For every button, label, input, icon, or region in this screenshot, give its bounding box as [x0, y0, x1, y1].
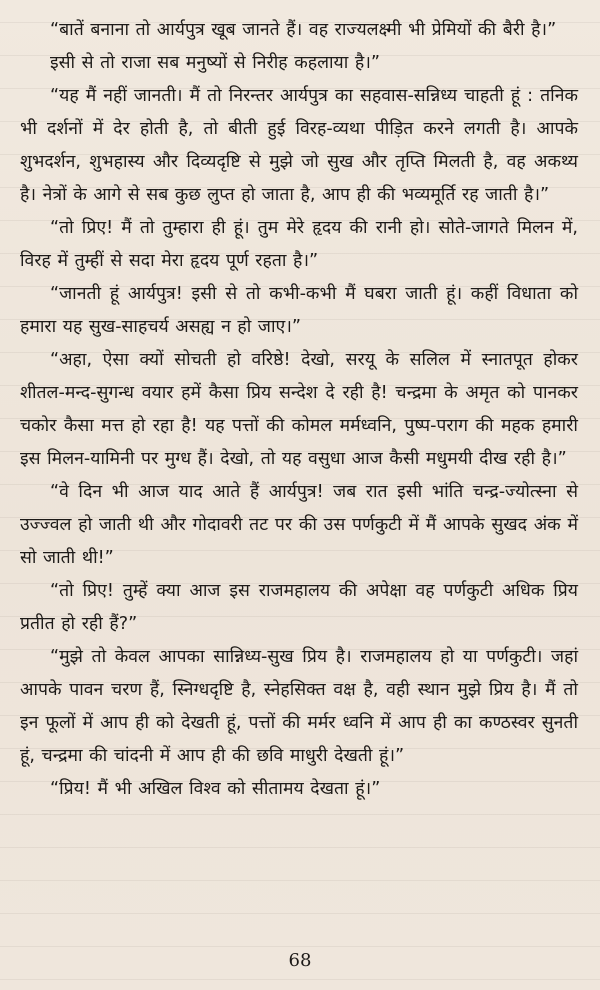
page-number: 68 — [288, 950, 312, 971]
paragraph-5: “जानती हूं आर्यपुत्र! इसी से तो कभी-कभी मैं घबरा जाती हूं। कहीं विधाता को हमारा यह सुख-साहचर्य असह्य न हो जाए।” — [20, 284, 578, 337]
page-body — [20, 14, 578, 806]
paragraph-8: “तो प्रिए! तुम्हें क्या आज इस राजमहालय की अपेक्षा वह पर्णकुटी अधिक प्रिय प्रतीत हो रही हैं?” — [20, 581, 578, 634]
paragraph-9: “मुझे तो केवल आपका सान्निध्य-सुख प्रिय है। राजमहालय हो या पर्णकुटी। जहां आपके पावन चरण हैं, स्निग्धदृष्टि है, स्नेहसिक्त वक्ष है, वही स्थान मुझे प्रिय है। मैं तो इन फूलों में आप ही को देखती हूं, पत्तों की मर्मर ध्वनि में आप ही का कण्ठस्वर सुनती हूं, चन्द्रमा की चांदनी में आप ही की छवि माधुरी देखती हूं।” — [20, 647, 578, 766]
paragraph-2: इसी से तो राजा सब मनुष्यों से निरीह कहलाया है।” — [50, 53, 381, 73]
paragraph-4: “तो प्रिए! मैं तो तुम्हारा ही हूं। तुम मेरे हृदय की रानी हो। सोते-जागते मिलन में, विरह में तुम्हीं से सदा मेरा हृदय पूर्ण रहता है।” — [20, 218, 578, 271]
paragraph-10: “प्रिय! मैं भी अखिल विश्व को सीतामय देखता हूं।” — [50, 779, 381, 799]
paragraph-3: “यह मैं नहीं जानती। मैं तो निरन्तर आर्यपुत्र का सहवास-सन्निध्य चाहती हूं : तनिक भी दर्शनों में देर होती है, तो बीती हुई विरह-व्यथा पीड़ित करने लगती है। आपके शुभदर्शन, शुभहास्य और दिव्यदृष्टि से मुझे जो सुख और तृप्ति मिलती है, वह अकथ्य है। नेत्रों के आगे से सब कुछ लुप्त हो जाता है, आप ही की भव्यमूर्ति रह जाती है।” — [20, 86, 578, 205]
paragraph-7: “वे दिन भी आज याद आते हैं आर्यपुत्र! जब रात इसी भांति चन्द्र-ज्योत्स्ना से उज्ज्वल हो जाती थी और गोदावरी तट पर की उस पर्णकुटी में मैं आपके सुखद अंक में सो जाती थी!” — [20, 482, 578, 568]
paragraph-6: “अहा, ऐसा क्यों सोचती हो वरिष्ठे! देखो, सरयू के सलिल में स्नातपूत होकर शीतल-मन्द-सुगन्ध वयार हमें कैसा प्रिय सन्देश दे रही है! चन्द्रमा के अमृत को पानकर चकोर कैसा मत्त हो रहा है! यह पत्तों की कोमल मर्मध्वनि, पुष्प-पराग की महक हमारी इस मिलन-यामिनी पर मुग्ध हैं। देखो, तो यह वसुधा आज कैसी मधुमयी दीख रही है।” — [20, 350, 578, 469]
paragraph-1: “बातें बनाना तो आर्यपुत्र खूब जानते हैं। वह राज्यलक्ष्मी भी प्रेमियों की बैरी है।” — [50, 20, 557, 40]
